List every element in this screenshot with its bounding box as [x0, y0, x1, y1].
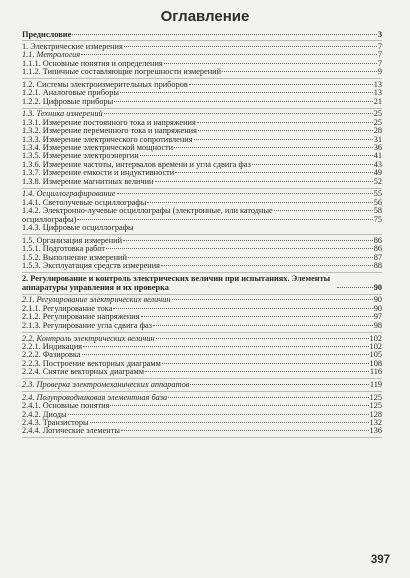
toc-entry-title: 1.3.5. Измерение электроэнергии [22, 151, 139, 161]
toc-entry-page: 87 [373, 252, 382, 262]
toc-entry-page: 58 [373, 206, 382, 216]
toc-entry-title: 2.3. Проверка электромеханических аппаратов [22, 379, 190, 389]
toc-entry-title: 1.3.2. Измерение переменного тока и напряжения [22, 126, 197, 136]
toc-chapter-entry[interactable] [22, 275, 382, 292]
toc-entry-page: 119 [369, 379, 382, 389]
toc-entry-title: Предисловие [22, 30, 72, 39]
toc-entry-title: 2.4.2. Диоды [22, 409, 67, 419]
toc-entry[interactable] [22, 402, 382, 410]
toc-leader-dots [174, 147, 373, 148]
toc-entry[interactable] [22, 224, 382, 232]
toc-leader-dots [337, 287, 373, 288]
toc-entry-title: 1.3.7. Измерение емкости и индуктивности [22, 168, 175, 178]
toc-entry-title: 2.1.3. Регулирование угла сдвига фаз [22, 320, 152, 330]
toc-entry-title: 1.3.1. Измерение постоянного тока и напряжения [22, 117, 196, 127]
toc-leader-dots [252, 164, 373, 165]
toc-entry-page: 90 [373, 282, 382, 292]
toc-entry-page: 7 [377, 41, 382, 51]
toc-entry-page: 7 [377, 50, 382, 60]
toc-entry-title: 1.5.1. Подготовка работ [22, 244, 106, 254]
toc-entry-page: 97 [373, 312, 382, 322]
toc-entry-page: 9 [377, 67, 382, 77]
toc-entry[interactable] [22, 322, 382, 330]
toc-entry[interactable] [22, 381, 382, 389]
toc-entry-title: 1.3. Техника измерений [22, 109, 103, 119]
toc-leader-dots [140, 155, 373, 156]
toc-leader-dots [110, 405, 368, 406]
toc-entry-page: 25 [373, 109, 382, 119]
toc-leader-dots [274, 210, 373, 211]
toc-entry[interactable] [22, 262, 382, 270]
toc-entry[interactable] [22, 178, 382, 186]
toc-entry-title: 2.2.2. Фазировка [22, 350, 81, 360]
toc-entry-title: 2. Регулирование и контроль электрических величин при испытаниях. Элементы аппаратуры управления и их проверка [22, 273, 331, 292]
toc-section [22, 79, 382, 109]
toc-leader-dots [90, 422, 369, 423]
toc-leader-dots [124, 46, 377, 47]
toc-entry-page: 3 [377, 30, 382, 39]
toc-leader-dots [155, 181, 373, 182]
toc-entry-title: 2.4.1. Основные понятия [22, 401, 110, 411]
toc-leader-dots [81, 54, 377, 55]
toc-leader-dots [162, 363, 369, 364]
toc-leader-dots [190, 384, 369, 385]
toc-entry-page: 75 [373, 214, 382, 224]
toc-entry-page: 52 [373, 176, 382, 186]
toc-entry[interactable] [22, 68, 382, 76]
toc-leader-dots [123, 240, 373, 241]
toc-entry-page: 36 [373, 143, 382, 153]
toc-section [22, 295, 382, 333]
toc-entry-title: 1.4.2. Электронно-лучевые осциллографы (электронные, или катодные [22, 206, 273, 216]
toc-entry-title: 2.4. Полупроводниковая элементная база [22, 392, 168, 402]
toc-leader-dots [198, 130, 373, 131]
toc-entry-title: 1.4.1. Светолучевые осциллографы [22, 197, 147, 207]
toc-leader-dots [106, 248, 373, 249]
toc-leader-dots [172, 299, 373, 300]
toc-entry-page: 132 [369, 417, 382, 427]
toc-entry-title: 1.1.1. Основные понятия и определения [22, 58, 163, 68]
toc-entry-title: 1.4.3. Цифровые осциллографы [22, 223, 134, 233]
toc-entry-page: 136 [369, 426, 382, 436]
toc-entry-title: 1.2.2. Цифровые приборы [22, 96, 114, 106]
toc-entry-page: 7 [377, 58, 382, 68]
toc-entry-page: 43 [373, 159, 382, 169]
toc-entry-page: 25 [373, 117, 382, 127]
toc-entry-page: 116 [369, 367, 382, 377]
toc-section [22, 273, 382, 295]
toc-section [22, 41, 382, 79]
table-of-contents [22, 30, 382, 438]
toc-entry-page: 105 [369, 350, 382, 360]
toc-entry-title: 2.2.3. Построение векторных диаграмм [22, 358, 161, 368]
toc-leader-dots [68, 414, 369, 415]
toc-entry[interactable] [22, 207, 382, 215]
toc-entry-title: 1.2.1. Аналоговые приборы [22, 88, 119, 98]
toc-entry-title: 1.5. Организация измерений [22, 235, 123, 245]
toc-entry-page: 21 [373, 96, 382, 106]
toc-entry-page: 13 [373, 88, 382, 98]
toc-entry-title: 1.3.3. Измерение электрического сопротивления [22, 134, 193, 144]
toc-leader-dots [77, 219, 372, 220]
toc-leader-dots [82, 354, 369, 355]
toc-entry-title: 2.1.2. Регулирование напряжения [22, 312, 140, 322]
toc-section [22, 109, 382, 189]
toc-entry-page: 125 [369, 401, 382, 411]
toc-entry-title: 2.1.1. Регулирование тока [22, 303, 113, 313]
toc-entry-page: 28 [373, 126, 382, 136]
toc-entry-title: 1.3.4. Измерение электрической мощности [22, 143, 174, 153]
toc-entry-page: 56 [373, 197, 382, 207]
toc-entry-title: осциллографы) [22, 214, 77, 224]
toc-entry-title: 1. Электрические измерения [22, 41, 123, 51]
toc-entry[interactable] [22, 30, 382, 39]
toc-leader-dots [145, 371, 369, 372]
toc-entry-page: 49 [373, 168, 382, 178]
toc-entry-page: 86 [373, 235, 382, 245]
toc-section [22, 392, 382, 438]
toc-entry-title: 1.1.2. Типичные составляющие погрешности измерений [22, 67, 222, 77]
toc-section [22, 189, 382, 235]
toc-section [22, 235, 382, 273]
toc-leader-dots [72, 34, 377, 35]
toc-leader-dots [194, 139, 373, 140]
toc-leader-dots [189, 84, 373, 85]
toc-leader-dots [147, 202, 372, 203]
toc-leader-dots [121, 430, 369, 431]
toc-entry-page: 88 [373, 261, 382, 271]
toc-entry-page: 31 [373, 134, 382, 144]
toc-leader-dots [153, 325, 373, 326]
toc-entry-title: 1.5.2. Выполнение измерений [22, 252, 127, 262]
toc-leader-dots [128, 257, 373, 258]
toc-entry-page: 102 [369, 341, 382, 351]
toc-leader-dots [164, 63, 377, 64]
toc-entry-page: 86 [373, 244, 382, 254]
toc-entry-title: 1.2. Системы электроизмерительных приборов [22, 79, 188, 89]
toc-section [22, 333, 382, 379]
toc-entry-page: 128 [369, 409, 382, 419]
toc-section [22, 379, 382, 392]
toc-entry-title: 2.4.4. Логические элементы [22, 426, 120, 436]
toc-leader-dots [222, 71, 377, 72]
toc-section-preface [22, 30, 382, 41]
toc-entry-title: 1.5.3. Эксплуатация средств измерения [22, 261, 160, 271]
toc-entry-title: 2.2.1. Индикация [22, 341, 83, 351]
toc-entry-page: 55 [373, 189, 382, 199]
toc-leader-dots [141, 316, 373, 317]
toc-entry-page: 41 [373, 151, 382, 161]
toc-entry-page: 90 [373, 295, 382, 305]
toc-entry[interactable] [22, 427, 382, 435]
toc-entry-page: 90 [373, 303, 382, 313]
toc-leader-dots [113, 308, 372, 309]
toc-entry-title: 1.3.8. Измерение магнитных величин [22, 176, 154, 186]
toc-entry-title: 1.1. Метрология [22, 50, 81, 60]
toc-entry-page: 108 [369, 358, 382, 368]
toc-entry-title: 2.2. Контроль электрических величин [22, 333, 155, 343]
toc-leader-dots [120, 92, 373, 93]
toc-entry-title: 1.3.6. Измерение частоты, интервалов времени и угла сдвига фаз [22, 159, 251, 169]
toc-leader-dots [197, 122, 373, 123]
toc-leader-dots [161, 265, 373, 266]
toc-entry-page: 125 [369, 392, 382, 402]
toc-leader-dots [117, 193, 373, 194]
toc-leader-dots [114, 101, 372, 102]
toc-entry-page: 102 [369, 333, 382, 343]
toc-entry-page: 98 [373, 320, 382, 330]
toc-entry-title: 2.2.4. Снятие векторных диаграмм [22, 367, 144, 377]
toc-entry-page: 13 [373, 79, 382, 89]
toc-entry-title: 2.4.3. Транзисторы [22, 417, 89, 427]
toc-entry-title: 1.4. Осциллографирование [22, 189, 116, 199]
toc-entry[interactable] [22, 368, 382, 376]
toc-entry[interactable] [22, 98, 382, 106]
toc-leader-dots [83, 346, 368, 347]
toc-leader-dots [104, 113, 373, 114]
page-number: 397 [370, 554, 390, 566]
page-title: Оглавление [160, 8, 250, 25]
toc-leader-dots [156, 338, 369, 339]
toc-leader-dots [168, 397, 368, 398]
toc-leader-dots [175, 172, 372, 173]
toc-entry-title: 2.1. Регулирование электрических величин [22, 295, 171, 305]
